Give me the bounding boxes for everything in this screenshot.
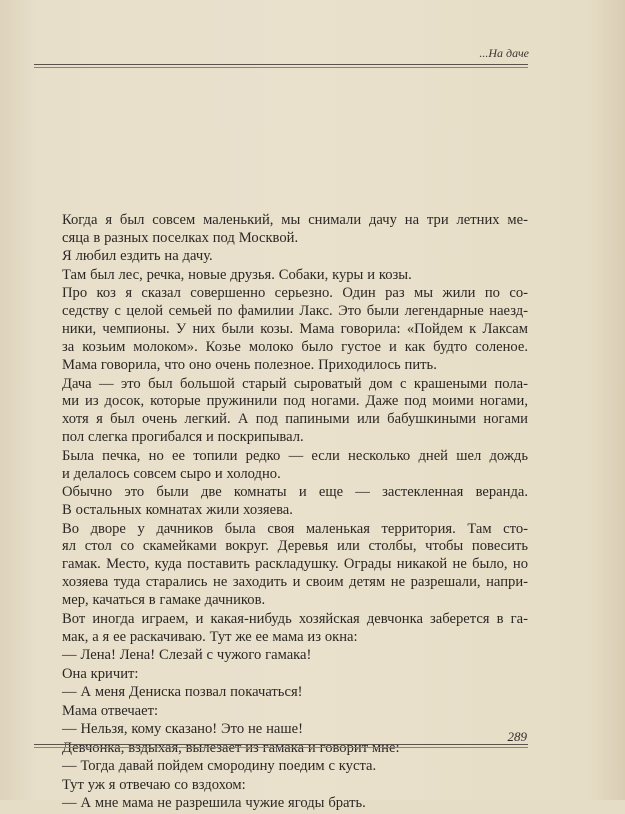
text-line: Девчонка, вздыхая, вылезает из гамака и говорит мне: <box>62 739 400 756</box>
header-rule <box>34 64 528 65</box>
text-line: Во дворе у дачников была своя маленькая территория. Там сто- <box>62 520 528 537</box>
paragraph <box>62 212 528 248</box>
paragraph <box>62 376 528 448</box>
text-line: за козьим молоком». Козье молоко было густое и как будто соленое. <box>62 339 528 356</box>
paragraph <box>62 758 528 776</box>
text-line: Обычно это были две комнаты и еще — застекленная веранда. <box>62 484 528 501</box>
text-line: хозяева туда старались не заходить и своим детям не разрешали, напри- <box>62 574 528 591</box>
text-line: — Лена! Лена! Слезай с чужого гамака! <box>62 647 312 664</box>
text-line: ми из досок, которые пружинили под ногами. Даже под моими ногами, <box>62 393 528 410</box>
page-number: 289 <box>507 729 527 744</box>
text-line: хотя я был очень легкий. А под папиными или бабушкиными ногами <box>62 411 528 428</box>
footer-rule <box>34 744 528 745</box>
text-line: В остальных комнатах жили хозяева. <box>62 502 293 519</box>
text-line: мак, а я ее раскачиваю. Тут же ее мама из окна: <box>62 628 358 645</box>
paragraph <box>62 777 528 795</box>
paragraph <box>62 740 528 758</box>
paragraph <box>62 684 528 702</box>
paragraph <box>62 703 528 721</box>
text-line: Дача — это был большой старый сыроватый дом с крашеными пола- <box>62 375 528 392</box>
text-line: ял стол со скамейками вокруг. Деревья или столбы, чтобы повесить <box>62 538 528 555</box>
paragraph <box>62 448 528 484</box>
text-line: — Тогда давай пойдем смородину поедим с куста. <box>62 758 377 775</box>
text-line: Была печка, но ее топили редко — если несколько дней шел дождь <box>62 447 528 464</box>
paragraph <box>62 248 528 266</box>
text-line: Там был лес, речка, новые друзья. Собаки, куры и козы. <box>62 266 412 283</box>
text-line: — А меня Дениска позвал покачаться! <box>62 684 303 701</box>
running-title: ...На даче <box>479 46 529 60</box>
text-line: Мама отвечает: <box>62 702 159 719</box>
paragraph <box>62 267 528 285</box>
text-line: Тут уж я отвечаю со вздохом: <box>62 776 246 793</box>
paragraph <box>62 611 528 647</box>
paragraph <box>62 721 528 739</box>
text-line: Про коз я сказал совершенно серьезно. Один раз мы жили по со- <box>62 285 528 302</box>
text-line: мер, качаться в гамаке дачников. <box>62 592 266 609</box>
text-line: — А мне мама не разрешила чужие ягоды брать. <box>62 795 366 812</box>
text-line: Я любил ездить на дачу. <box>62 248 213 265</box>
text-line: — Нельзя, кому сказано! Это не наше! <box>62 721 303 738</box>
paragraph <box>62 795 528 813</box>
text-line: ники, чемпионы. У них были козы. Мама говорила: «Пойдем к Лаксам <box>62 321 528 338</box>
header-rule-secondary <box>34 67 528 68</box>
text-line: и делалось совсем сыро и холодно. <box>62 465 281 482</box>
text-line: пол слегка прогибался и поскрипывал. <box>62 429 304 446</box>
text-line: гамак. Место, куда поставить раскладушку. Ограды никакой не было, но <box>62 556 528 573</box>
paragraph <box>62 666 528 684</box>
body-text <box>62 212 528 814</box>
paragraph <box>62 484 528 520</box>
paragraph <box>62 521 528 611</box>
text-line: сяца в разных поселках под Москвой. <box>62 229 299 246</box>
text-line: Когда я был совсем маленький, мы снимали дачу на три летних ме- <box>62 212 528 228</box>
paragraph <box>62 285 528 375</box>
text-line: Она кричит: <box>62 665 139 682</box>
footer-rule-secondary <box>34 747 528 748</box>
text-line: Вот иногда играем, и какая-нибудь хозяйская девчонка заберется в га- <box>62 610 528 627</box>
text-line: Мама говорила, что оно очень полезное. Приходилось пить. <box>62 357 437 374</box>
paragraph <box>62 647 528 665</box>
text-line: седству с целой семьей по фамилии Лакс. Это были легендарные наезд- <box>62 303 528 320</box>
